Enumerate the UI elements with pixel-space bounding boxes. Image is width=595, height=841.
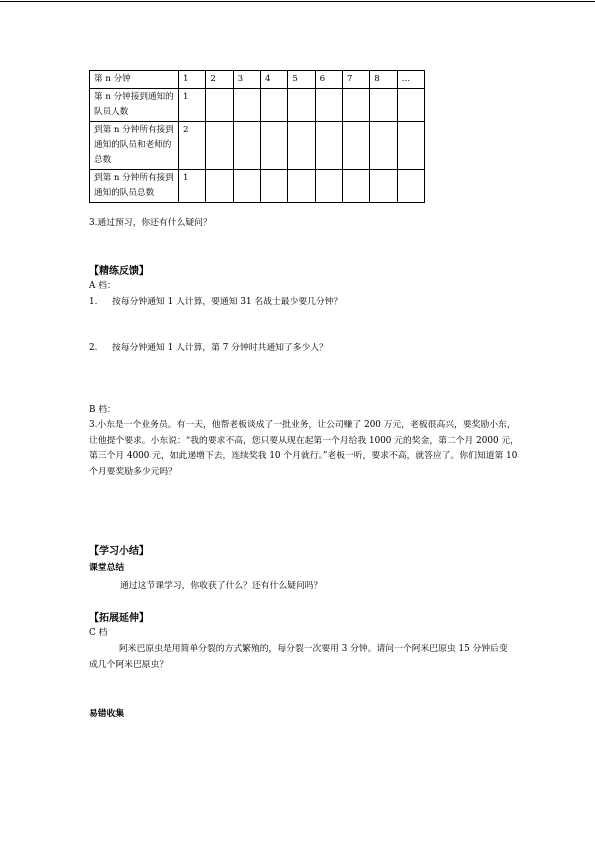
table-cell	[397, 170, 424, 203]
question-1-number: 1.	[89, 297, 98, 307]
table-cell	[206, 89, 233, 122]
level-c-label: C 档	[89, 628, 108, 638]
table-header-cell: 5	[288, 71, 315, 89]
extension-heading: 【拓展延伸】	[89, 613, 149, 624]
table-row	[90, 170, 425, 203]
row-label: 第 n 分钟接到通知的队员人数	[90, 89, 179, 122]
table-cell	[370, 170, 397, 203]
table-header-cell: 7	[342, 71, 369, 89]
table-cell	[288, 170, 315, 203]
table-cell	[315, 170, 342, 203]
table-cell	[260, 89, 287, 122]
summary-text: 通过这节课学习，你收获了什么？还有什么疑问吗？	[120, 581, 323, 591]
row-label: 到第 n 分钟所有接到通知的队员总数	[90, 170, 179, 203]
table-cell	[288, 89, 315, 122]
question-2-number: 2.	[89, 343, 98, 353]
table-cell	[206, 122, 233, 170]
table-cell	[233, 89, 260, 122]
table-cell	[342, 89, 369, 122]
table-cell	[206, 170, 233, 203]
summary-subheading: 课堂总结	[89, 563, 125, 573]
preview-question: 3.通过预习，你还有什么疑问？	[89, 218, 212, 228]
table-cell	[288, 122, 315, 170]
table-cell: 1	[179, 170, 206, 203]
question-1: 按每分钟通知 1 人计算，要通知 31 名战士最少要几分钟？	[112, 297, 343, 307]
table-cell	[397, 89, 424, 122]
table-header-cell: 8	[370, 71, 397, 89]
table-header-cell: …	[397, 71, 424, 89]
table-cell	[233, 170, 260, 203]
table-header-row	[90, 71, 425, 89]
extension-question: 阿米巴原虫是用简单分裂的方式繁殖的，每分裂一次要用 3 分钟。请问一个阿米巴原虫 15 分钟后变成几个阿米巴原虫？	[89, 644, 508, 670]
table-cell	[315, 89, 342, 122]
table-cell	[342, 170, 369, 203]
table-cell: 1	[179, 89, 206, 122]
table-header-cell: 2	[206, 71, 233, 89]
table-cell	[315, 122, 342, 170]
question-2: 按每分钟通知 1 人计算，第 7 分钟时共通知了多少人？	[112, 343, 328, 353]
question-3: 3.小东是一个业务员。有一天，他帮老板谈成了一批业务，让公司赚了 200 万元，老板很高兴，要奖励小东，让他提个要求。小东说：“我的要求不高，您只要从现在起第一个月给我 1000 元的奖金，第二个月 2000 元，第三个月 4000 元，如此递增下去，连续奖我 10 个月就行。”老板一听，要求不高，就答应了。你们知道第 10 个月要奖励多少元吗？	[89, 420, 519, 477]
table-header-cell: 6	[315, 71, 342, 89]
table-cell	[370, 122, 397, 170]
table-cell: 2	[179, 122, 206, 170]
table-cell	[260, 122, 287, 170]
table-cell	[397, 122, 424, 170]
table-cell	[370, 89, 397, 122]
errors-heading: 易错收集	[89, 709, 125, 719]
summary-heading: 【学习小结】	[89, 546, 149, 557]
row-label: 到第 n 分钟所有接到通知的队员和老师的总数	[90, 122, 179, 170]
table-header-cell: 第 n 分钟	[90, 71, 179, 89]
table-row	[90, 122, 425, 170]
notification-table	[89, 70, 425, 203]
practice-heading: 【精练反馈】	[89, 266, 149, 277]
table-header-cell: 1	[179, 71, 206, 89]
table-header-cell: 3	[233, 71, 260, 89]
table-header-cell: 4	[260, 71, 287, 89]
table-cell	[233, 122, 260, 170]
top-rule	[0, 1, 595, 2]
table-cell	[342, 122, 369, 170]
level-b-label: B 档：	[89, 405, 116, 415]
table-cell	[260, 170, 287, 203]
level-a-label: A 档：	[89, 281, 116, 291]
table-row	[90, 89, 425, 122]
